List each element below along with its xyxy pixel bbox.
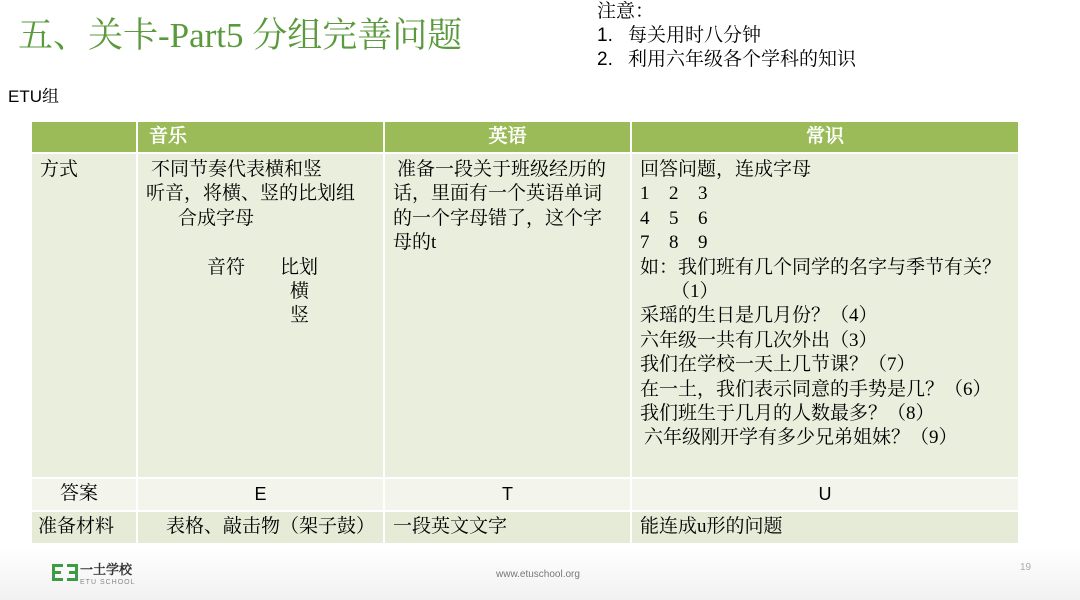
answer-letter: E — [254, 484, 267, 505]
grid-number: 9 — [698, 232, 708, 254]
question-text: 采瑶的生日是几月份？ — [640, 305, 831, 327]
grid-number: 4 — [640, 207, 650, 229]
table-corner-cell — [32, 122, 136, 152]
logo-subtext: ETU SCHOOL — [80, 579, 136, 586]
materials-text: 一段英文文字 — [393, 516, 508, 538]
row-label: 方式 — [40, 159, 79, 180]
level-table — [32, 122, 1018, 543]
number-grid-row — [640, 207, 1010, 231]
question-item — [640, 329, 1010, 353]
question-text: 在一土，我们表示同意的手势是几？ — [640, 378, 945, 400]
question-answer: （3） — [830, 329, 878, 351]
note-number: 1. — [597, 25, 613, 46]
general-intro: 回答问题，连成字母 — [640, 159, 812, 180]
stroke-line — [146, 304, 375, 328]
note-item — [597, 24, 856, 48]
answer-music-cell — [138, 479, 383, 510]
question-text: 六年级一共有几次外出 — [640, 329, 831, 351]
note-label: 音符 — [207, 256, 246, 278]
note-number: 2. — [597, 49, 613, 70]
method-label-cell — [32, 154, 136, 477]
slide-title: 五、关卡-Part5 分组完善问题 — [18, 16, 463, 55]
question-item — [640, 378, 1010, 402]
question-answer: （7） — [868, 354, 916, 376]
stroke-label: 比划 — [280, 256, 319, 278]
grid-number: 3 — [698, 183, 708, 205]
question-answer: （6） — [944, 378, 992, 400]
notes-heading: 注意： — [597, 1, 655, 22]
music-line: 合成字母 — [178, 207, 255, 229]
stroke-line — [146, 280, 375, 304]
note-text: 每关用时八分钟 — [628, 25, 762, 46]
question-text: 六年级刚开学有多少兄弟姐妹？ — [644, 427, 911, 449]
question-answer: （9） — [910, 427, 958, 449]
stroke-horizontal: 横 — [290, 280, 310, 302]
question-text: 我们在学校一天上几节课？ — [640, 354, 869, 376]
logo-text: 一土学校 — [80, 562, 133, 577]
materials-english-cell — [385, 512, 630, 543]
grid-number: 1 — [640, 183, 650, 205]
english-line: 话，里面有一个英语单词 — [393, 183, 603, 205]
method-music-cell — [138, 154, 383, 477]
note-item — [597, 48, 856, 72]
question-answer: （8） — [887, 402, 935, 424]
question-text: 如：我们班有几个同学的名字与季节有关？ — [640, 256, 1002, 278]
row-label: 准备材料 — [38, 516, 115, 538]
question-answer-line — [640, 280, 1010, 304]
answer-letter: U — [818, 484, 832, 505]
answer-letter: T — [502, 484, 513, 505]
header-english: 英语 — [385, 122, 630, 152]
footer-url: www.etuschool.org — [496, 569, 580, 580]
materials-text: 能连成u形的问题 — [640, 516, 783, 538]
notes-block — [597, 0, 856, 72]
materials-text: 表格、敲击物（架子鼓） — [166, 516, 376, 538]
etu-logo-icon — [52, 564, 78, 581]
stroke-vertical: 竖 — [290, 305, 310, 327]
notation-line — [146, 256, 375, 280]
group-label: ETU组 — [8, 87, 59, 106]
question-item — [640, 426, 1010, 450]
grid-number: 7 — [640, 232, 650, 254]
question-item — [640, 402, 1010, 426]
question-answer: （1） — [671, 280, 719, 302]
page-number: 19 — [1020, 562, 1032, 573]
english-line: 的一个字母错了，这个字 — [393, 207, 603, 229]
school-logo — [52, 563, 142, 589]
answer-label-cell — [32, 479, 136, 510]
materials-music-cell — [138, 512, 383, 543]
grid-number: 2 — [669, 183, 679, 205]
materials-general-cell — [632, 512, 1018, 543]
number-grid-row — [640, 182, 1010, 206]
question-item — [640, 304, 1010, 328]
header-music: 音乐 — [138, 122, 383, 152]
row-label: 答案 — [60, 483, 99, 505]
question-item — [640, 353, 1010, 377]
header-general: 常识 — [632, 122, 1018, 152]
question-answer: （4） — [830, 305, 878, 327]
answer-general-cell — [632, 479, 1018, 510]
music-line: 不同节奏代表横和竖 — [151, 159, 323, 180]
english-line: 母的t — [393, 232, 437, 254]
english-line: 准备一段关于班级经历的 — [397, 159, 607, 180]
number-grid-row — [640, 231, 1010, 255]
note-text: 利用六年级各个学科的知识 — [628, 49, 857, 70]
blank-line — [146, 231, 375, 255]
question-item — [640, 256, 1010, 280]
answer-english-cell — [385, 479, 630, 510]
grid-number: 8 — [669, 232, 679, 254]
grid-number: 6 — [698, 207, 708, 229]
question-text: 我们班生于几月的人数最多？ — [640, 402, 888, 424]
materials-label-cell — [32, 512, 136, 543]
method-english-cell — [385, 154, 630, 477]
music-line: 听音，将横、竖的比划组 — [146, 183, 356, 205]
method-general-cell — [632, 154, 1018, 477]
grid-number: 5 — [669, 207, 679, 229]
